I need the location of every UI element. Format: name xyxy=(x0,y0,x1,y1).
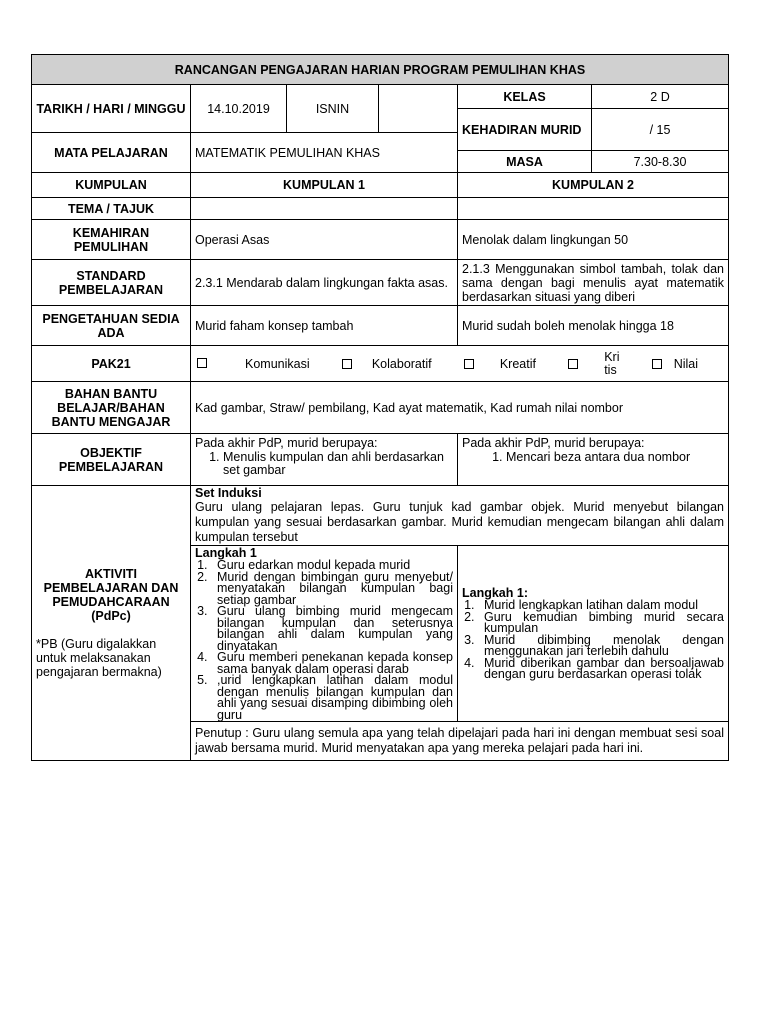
langkah-k1-step: 1. Guru edarkan modul kepada murid xyxy=(211,560,453,572)
objektif-k1-item: 1. Menulis kumpulan dan ahli berdasarkan set gambar xyxy=(223,451,453,477)
langkah-k1-step: 5. ,urid lengkapkan latihan dalam modul dengan menulis bilangan kumpulan dan ahli yang sesuai disamping dibimbing oleh guru xyxy=(211,675,453,721)
week-value xyxy=(379,85,458,133)
langkah-k1-step: 3. Guru ulang bimbing murid mengecam bilangan kumpulan dan seterusnya bilangan ahli dalam kumpulan yang dinyatakan xyxy=(211,606,453,652)
checkbox-icon xyxy=(568,359,578,369)
langkah-k2: Langkah 1: 1. Murid lengkapkan latihan dalam modul 2. Guru kemudian bimbing murid secara kumpulan 3. Murid dibimbing menolak dengan menggunakan jari terlebih dahulu 4. Murid diberikan gambar dan bersoaljawab dengan guru berdasarkan operasi tolak xyxy=(458,546,729,722)
langkah-k1-step: 4. Guru memberi penekanan kepada konsep sama banyak dalam operasi darab xyxy=(211,652,453,675)
pak21-label: PAK21 xyxy=(32,346,191,382)
standard-k2: 2.1.3 Menggunakan simbol tambah, tolak dan sama dengan bagi menulis ayat matematik berdasarkan situasi yang diberi xyxy=(458,260,729,306)
date-value: 14.10.2019 xyxy=(191,85,287,133)
aktiviti-label: AKTIVITI PEMBELAJARAN DAN PEMUDAHCARAAN (PdPc) *PB (Guru digalakkan untuk melaksanakan pengajaran bermakna) xyxy=(32,486,191,761)
kemahiran-k1: Operasi Asas xyxy=(191,220,458,260)
kehadiran-label: KEHADIRAN MURID xyxy=(458,109,592,151)
kehadiran-value: / 15 xyxy=(592,109,729,151)
objektif-k1: Pada akhir PdP, murid berupaya: 1. Menulis kumpulan dan ahli berdasarkan set gambar xyxy=(191,434,458,486)
standard-label: STANDARD PEMBELAJARAN xyxy=(32,260,191,306)
pak21-komunikasi[interactable]: Komunikasi xyxy=(197,357,310,371)
tarikh-label: TARIKH / HARI / MINGGU xyxy=(32,85,191,133)
pak21-kolaboratif[interactable]: Kolaboratif xyxy=(342,357,432,371)
langkah-k1: Langkah 1 1. Guru edarkan modul kepada murid 2. Murid dengan bimbingan guru menyebut/ menyatakan bilangan kumpulan bagi setiap gambar 3. Guru ulang bimbing murid mengecam bilangan kumpulan dan seterusnya bilangan ahli dalam kumpulan yang dinyatakan 4. Guru memberi penekanan kepada konsep sama banyak dalam operasi darab 5. ,urid lengkapkan latihan dalam modul dengan menulis bilangan kumpulan dan ahli yang sesuai disamping dibimbing oleh guru xyxy=(191,546,458,722)
aktiviti-note: *PB (Guru digalakkan untuk melaksanakan pengajaran bermakna) xyxy=(36,637,162,679)
kemahiran-k2: Menolak dalam lingkungan 50 xyxy=(458,220,729,260)
objektif-label: OBJEKTIF PEMBELAJARAN xyxy=(32,434,191,486)
langkah-k2-step: 2. Guru kemudian bimbing murid secara kumpulan xyxy=(478,612,724,635)
masa-label: MASA xyxy=(458,151,592,173)
set-induksi: Set Induksi Guru ulang pelajaran lepas. Guru tunjuk kad gambar objek. Murid menyebut bilangan kumpulan yang sesuai berdasarkan gambar. Murid kemudian mengecam bilangan ahli dalam kumpulan tersebut xyxy=(191,486,729,546)
pengetahuan-k1: Murid faham konsep tambah xyxy=(191,306,458,346)
langkah-k2-step: 4. Murid diberikan gambar dan bersoaljawab dengan guru berdasarkan operasi tolak xyxy=(478,658,724,681)
lesson-plan-table xyxy=(31,54,729,761)
langkah-k2-step: 3. Murid dibimbing menolak dengan menggunakan jari terlebih dahulu xyxy=(478,635,724,658)
kumpulan-label: KUMPULAN xyxy=(32,173,191,198)
mata-pelajaran-label: MATA PELAJARAN xyxy=(32,133,191,173)
pengetahuan-label: PENGETAHUAN SEDIA ADA xyxy=(32,306,191,346)
pak21-nilai[interactable]: Nilai xyxy=(652,357,698,371)
kelas-value: 2 D xyxy=(592,85,729,109)
day-value: ISNIN xyxy=(287,85,379,133)
tema-k1 xyxy=(191,198,458,220)
tema-label: TEMA / TAJUK xyxy=(32,198,191,220)
kemahiran-label: KEMAHIRAN PEMULIHAN xyxy=(32,220,191,260)
kumpulan-1-header: KUMPULAN 1 xyxy=(191,173,458,198)
kelas-label: KELAS xyxy=(458,85,592,109)
bahan-value: Kad gambar, Straw/ pembilang, Kad ayat matematik, Kad rumah nilai nombor xyxy=(191,382,729,434)
pak21-kreatif[interactable]: Kreatif xyxy=(464,357,536,371)
bahan-label: BAHAN BANTU BELAJAR/BAHAN BANTU MENGAJAR xyxy=(32,382,191,434)
pak21-options xyxy=(191,346,729,382)
masa-value: 7.30-8.30 xyxy=(592,151,729,173)
checkbox-icon xyxy=(652,359,662,369)
mata-pelajaran-value: MATEMATIK PEMULIHAN KHAS xyxy=(191,133,458,173)
checkbox-icon xyxy=(197,358,207,368)
checkbox-icon xyxy=(342,359,352,369)
standard-k1: 2.3.1 Mendarab dalam lingkungan fakta asas. xyxy=(191,260,458,306)
checkbox-icon xyxy=(464,359,474,369)
tema-k2 xyxy=(458,198,729,220)
objektif-k2: Pada akhir PdP, murid berupaya: 1. Mencari beza antara dua nombor xyxy=(458,434,729,486)
langkah-k2-step: 1. Murid lengkapkan latihan dalam modul xyxy=(478,600,724,612)
kumpulan-2-header: KUMPULAN 2 xyxy=(458,173,729,198)
pak21-kritis[interactable]: Kri tis xyxy=(568,351,619,377)
penutup: Penutup : Guru ulang semula apa yang telah dipelajari pada hari ini dengan membuat sesi soal jawab bersama murid. Murid menyatakan apa yang mereka pelajari pada hari ini. xyxy=(191,722,729,761)
langkah-k1-step: 2. Murid dengan bimbingan guru menyebut/ menyatakan bilangan kumpulan bagi setiap gambar xyxy=(211,572,453,607)
pengetahuan-k2: Murid sudah boleh menolak hingga 18 xyxy=(458,306,729,346)
objektif-k2-item: 1. Mencari beza antara dua nombor xyxy=(506,451,724,464)
document-title: RANCANGAN PENGAJARAN HARIAN PROGRAM PEMULIHAN KHAS xyxy=(32,55,729,85)
